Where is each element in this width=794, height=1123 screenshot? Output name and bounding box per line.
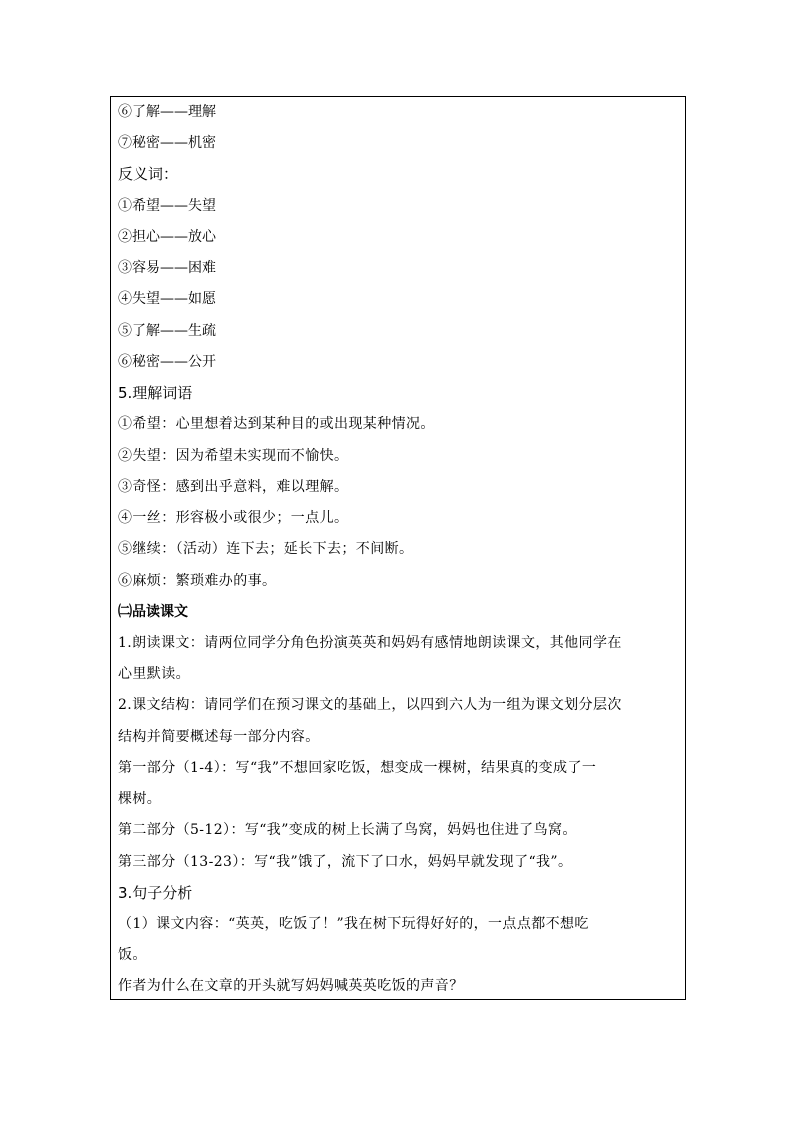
definition-2: ②失望：因为希望未实现而不愉快。 <box>118 448 349 464</box>
reading-item-2-cont: 结构并简要概述每一部分内容。 <box>118 729 320 745</box>
structure-part-1-cont: 棵树。 <box>118 791 162 807</box>
definition-5: ⑤继续：（活动）连下去；延长下去；不间断。 <box>118 541 414 557</box>
definition-6: ⑥麻烦：繁琐难办的事。 <box>118 573 277 589</box>
antonym-1: ①希望——失望 <box>118 198 216 214</box>
definition-4: ④一丝：形容极小或很少；一点儿。 <box>118 510 349 526</box>
antonym-3: ③容易——困难 <box>118 260 216 276</box>
reading-section-heading: ㈡品读课文 <box>118 604 188 620</box>
antonym-6: ⑥秘密——公开 <box>118 354 216 370</box>
reading-item-1: 1.朗读课文：请两位同学分角色扮演英英和妈妈有感情地朗读课文，其他同学在 <box>118 635 622 651</box>
sentence-analysis-1: （1）课文内容：“英英，吃饭了！”我在树下玩得好好的，一点点都不想吃 <box>118 916 589 932</box>
antonym-4: ④失望——如愿 <box>118 291 216 307</box>
sentence-analysis-1-cont: 饭。 <box>118 947 147 963</box>
structure-part-3: 第三部分（13-23）：写“我”饿了，流下了口水，妈妈早就发现了“我”。 <box>118 854 573 870</box>
synonym-6: ⑥了解——理解 <box>118 104 216 120</box>
synonym-7: ⑦秘密——机密 <box>118 135 216 151</box>
section-3-heading: 3.句子分析 <box>118 884 193 902</box>
definition-1: ①希望：心里想着达到某种目的或出现某种情况。 <box>118 416 435 432</box>
analysis-question: 作者为什么在文章的开头就写妈妈喊英英吃饭的声音？ <box>118 978 464 994</box>
definition-3: ③奇怪：感到出乎意料，难以理解。 <box>118 479 349 495</box>
antonym-2: ②担心——放心 <box>118 229 216 245</box>
structure-part-2: 第二部分（5-12）：写“我”变成的树上长满了鸟窝，妈妈也住进了鸟窝。 <box>118 822 577 838</box>
reading-item-1-cont: 心里默读。 <box>118 666 190 682</box>
reading-item-2: 2.课文结构：请同学们在预习课文的基础上，以四到六人为一组为课文划分层次 <box>118 697 622 713</box>
antonyms-heading: 反义词： <box>118 165 179 183</box>
antonym-5: ⑤了解——生疏 <box>118 323 216 339</box>
section-5-heading: 5.理解词语 <box>118 384 193 402</box>
structure-part-1: 第一部分（1-4）：写“我”不想回家吃饭，想变成一棵树，结果真的变成了一 <box>118 760 597 776</box>
